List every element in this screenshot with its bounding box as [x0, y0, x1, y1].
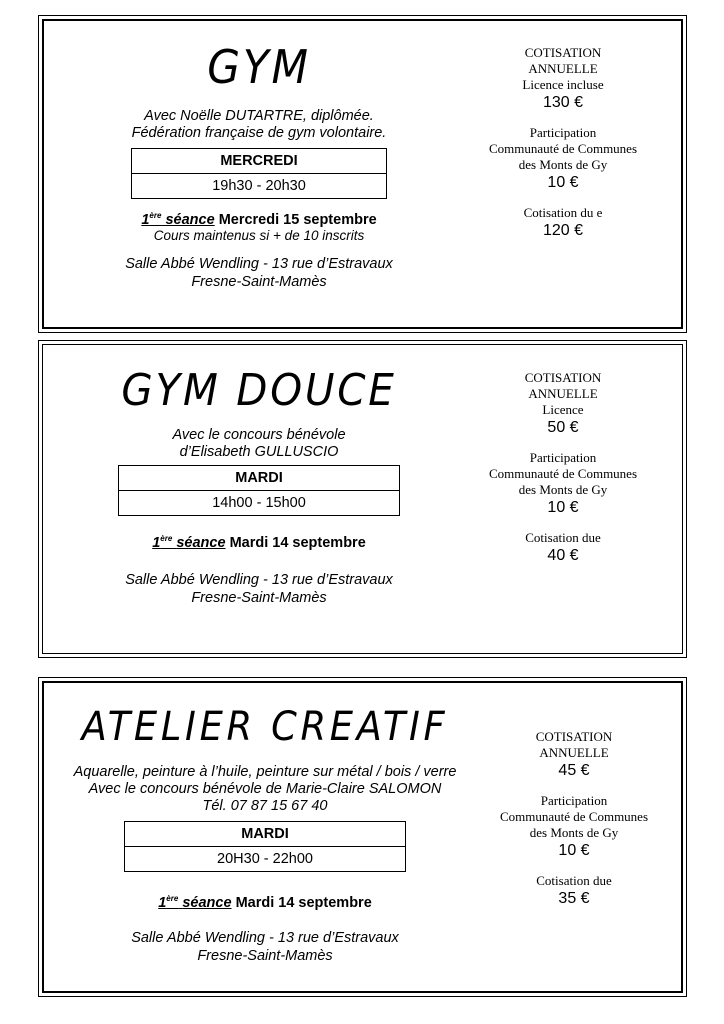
- gym-douce-hours: 14h00 - 15h00: [119, 491, 400, 516]
- atelier-intro-line: Avec le concours bénévole de Marie-Claire SALOMON: [88, 781, 442, 797]
- gym-intro: [39, 108, 479, 142]
- gym-douce-cotisation-label: Licence: [542, 402, 584, 417]
- gym-first-sup: ère: [149, 211, 162, 220]
- gym-first-session: [39, 211, 479, 228]
- gym-douce-participation-label: Participation: [529, 450, 597, 465]
- gym-douce-first-sup: ère: [160, 534, 173, 543]
- atelier-intro: [39, 764, 491, 815]
- atelier-venue-line: Salle Abbé Wendling - 13 rue d’Estravaux: [131, 929, 399, 946]
- atelier-day: MARDI: [125, 822, 406, 847]
- gym-info: [39, 16, 479, 291]
- atelier-intro-line: Aquarelle, peinture à l’huile, peinture sur métal / bois / verre: [73, 764, 457, 780]
- atelier-first-date: Mardi 14 septembre: [235, 894, 372, 911]
- gym-douce-cotisation-label: COTISATION: [524, 370, 602, 385]
- atelier-first-word: séance: [182, 894, 232, 911]
- gym-participation-label: Communauté de Communes: [488, 141, 638, 156]
- atelier-due-price: 35 €: [558, 890, 590, 907]
- gym-participation-price: 10 €: [547, 174, 579, 191]
- gym-intro-line: Fédération française de gym volontaire.: [131, 125, 387, 141]
- atelier-participation-label: Participation: [540, 793, 608, 808]
- gym-douce-due-price: 40 €: [547, 547, 579, 564]
- atelier-schedule-table: [124, 821, 406, 872]
- gym-douce-first-ord: 1: [152, 534, 161, 551]
- atelier-intro-line: Tél. 07 87 15 67 40: [202, 798, 328, 814]
- atelier-venue: [39, 929, 491, 965]
- gym-douce-title: GYM DOUCE: [121, 365, 397, 416]
- atelier-participation-price: 10 €: [558, 842, 590, 859]
- gym-douce-day: MARDI: [119, 466, 400, 491]
- gym-first-ord: 1: [141, 211, 150, 228]
- atelier-first-ord: 1: [158, 894, 167, 911]
- gym-venue: [39, 255, 479, 291]
- gym-section: [38, 15, 687, 333]
- gym-douce-first-word: séance: [176, 534, 226, 551]
- gym-douce-due-label: Cotisation due: [525, 530, 601, 545]
- atelier-first-session: [39, 894, 491, 911]
- gym-pricing: [463, 45, 663, 241]
- gym-douce-pricing: [463, 370, 663, 566]
- gym-douce-participation-price: 10 €: [547, 499, 579, 516]
- gym-cotisation-label: COTISATION: [524, 45, 602, 60]
- gym-note: Cours maintenus si + de 10 inscrits: [153, 227, 365, 243]
- gym-douce-schedule-table: [118, 465, 400, 516]
- gym-venue-line: Fresne-Saint-Mamès: [191, 273, 327, 290]
- gym-douce-intro-line: Avec le concours bénévole: [172, 427, 346, 443]
- gym-douce-intro: [39, 427, 479, 461]
- gym-participation-label: Participation: [529, 125, 597, 140]
- gym-first-date: Mercredi 15 septembre: [218, 211, 377, 228]
- gym-douce-cotisation-price: 50 €: [547, 419, 579, 436]
- atelier-pricing: [474, 729, 674, 909]
- gym-douce-venue-line: Fresne-Saint-Mamès: [191, 589, 327, 606]
- atelier-section: [38, 677, 687, 997]
- gym-first-word: séance: [165, 211, 215, 228]
- atelier-cotisation-label: ANNUELLE: [539, 745, 609, 760]
- gym-day: MERCREDI: [132, 149, 387, 174]
- gym-cotisation-label: Licence incluse: [522, 77, 604, 92]
- atelier-cotisation-price: 45 €: [558, 762, 590, 779]
- atelier-participation-label: des Monts de Gy: [529, 825, 619, 840]
- gym-due-price: 120 €: [542, 222, 584, 239]
- gym-douce-first-session: [39, 534, 479, 551]
- gym-douce-venue-line: Salle Abbé Wendling - 13 rue d’Estravaux: [125, 571, 393, 588]
- atelier-participation-label: Communauté de Communes: [499, 809, 649, 824]
- gym-douce-participation-label: Communauté de Communes: [488, 466, 638, 481]
- atelier-title: ATELIER CREATIF: [81, 704, 449, 750]
- gym-douce-participation-label: des Monts de Gy: [518, 482, 608, 497]
- atelier-info: [39, 678, 491, 965]
- gym-cotisation-price: 130 €: [542, 94, 584, 111]
- gym-venue-line: Salle Abbé Wendling - 13 rue d’Estravaux: [125, 255, 393, 272]
- gym-douce-intro-line: d’Elisabeth GULLUSCIO: [179, 444, 339, 460]
- gym-douce-venue: [39, 571, 479, 607]
- gym-schedule-table: [131, 148, 387, 199]
- gym-douce-info: [39, 341, 479, 607]
- gym-intro-line: Avec Noëlle DUTARTRE, diplômée.: [144, 108, 374, 124]
- atelier-due-label: Cotisation due: [536, 873, 612, 888]
- gym-douce-first-date: Mardi 14 septembre: [229, 534, 366, 551]
- gym-due-label: Cotisation du e: [523, 205, 603, 220]
- gym-hours: 19h30 - 20h30: [132, 174, 387, 199]
- gym-douce-section: [38, 340, 687, 658]
- atelier-cotisation-label: COTISATION: [535, 729, 613, 744]
- gym-title: GYM: [207, 40, 311, 94]
- gym-douce-cotisation-label: ANNUELLE: [528, 386, 598, 401]
- atelier-venue-line: Fresne-Saint-Mamès: [197, 947, 333, 964]
- atelier-hours: 20H30 - 22h00: [125, 847, 406, 872]
- atelier-first-sup: ère: [166, 894, 179, 903]
- gym-participation-label: des Monts de Gy: [518, 157, 608, 172]
- gym-cotisation-label: ANNUELLE: [528, 61, 598, 76]
